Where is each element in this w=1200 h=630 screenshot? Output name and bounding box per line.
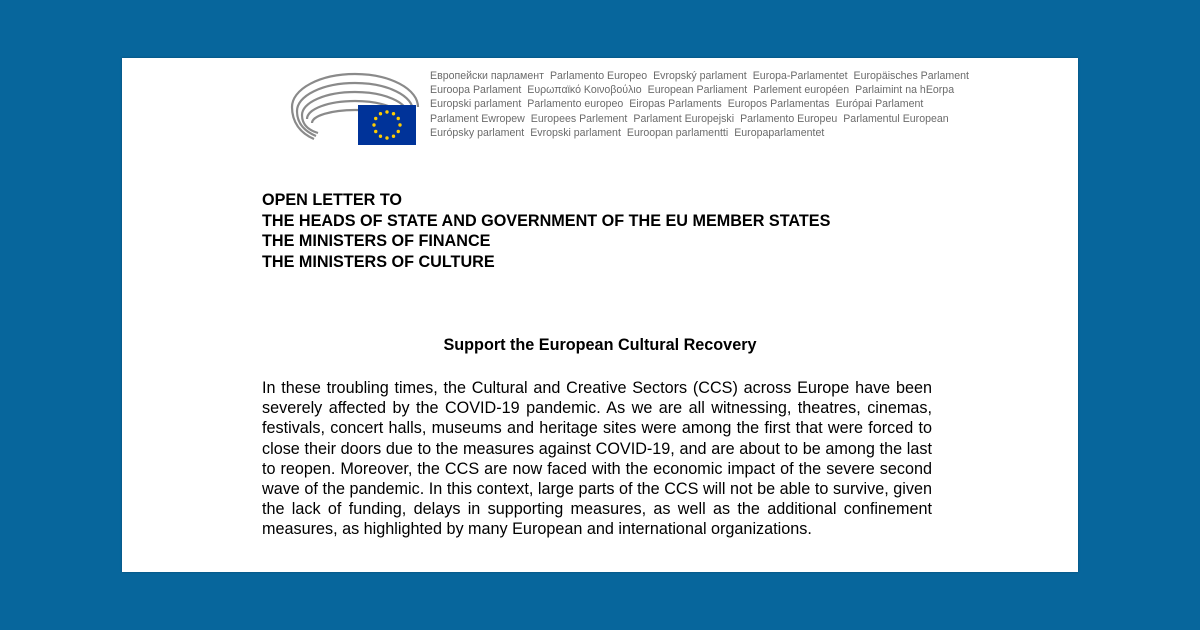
- eu-star-icon: [372, 123, 375, 126]
- institution-names-block: [430, 69, 975, 140]
- institution-name: Európai Parlament: [835, 98, 924, 111]
- institution-name: Euroopa Parlament: [430, 84, 522, 97]
- eu-star-icon: [392, 135, 395, 138]
- institution-name: Parlaimint na hEorpa: [855, 84, 955, 97]
- institution-names-row: [430, 112, 975, 126]
- institution-name: European Parliament: [647, 84, 748, 97]
- european-parliament-logo-icon: [288, 67, 422, 145]
- eu-star-icon: [392, 112, 395, 115]
- addressee-line: THE MINISTERS OF FINANCE: [262, 232, 491, 250]
- institution-name: Europa-Parlamentet: [752, 70, 848, 82]
- letter-paragraph: In these troubling times, the Cultural and Creative Sectors (CCS) across Europe have been severely affected by the COVID-19 pandemic. As we are all witnessing, theatres, cinemas, festivals, concert halls, museums and heritage sites were among the first that were forced to close their doors due to the measures against COVID-19, and are about to be among the last to reopen. Moreover, the CCS are now faced with the economic impact of the severe second wave of the pandemic. In this context, large parts of the CCS will not be able to survive, given the lack of funding, delays in supporting measures, as well as the additional confinement measures, as highlighted by many European and international organizations.: [262, 379, 932, 539]
- eu-star-icon: [397, 117, 400, 120]
- eu-star-icon: [397, 130, 400, 133]
- institution-name: Parlament Europejski: [633, 112, 735, 125]
- institution-name: Parlamento Europeo: [549, 70, 648, 82]
- institution-name: Eiropas Parlaments: [629, 98, 722, 111]
- institution-name: Evropski parlament: [530, 126, 621, 139]
- institution-name: Europäisches Parlament: [853, 70, 969, 82]
- institution-name: Europaparlamentet: [734, 126, 825, 139]
- institution-name: Parlamento Europeu: [740, 112, 838, 125]
- institution-name: Parlamento europeo: [527, 98, 624, 111]
- eu-star-icon: [385, 110, 388, 113]
- institution-name: Europski parlament: [430, 98, 522, 111]
- addressee-line: OPEN LETTER TO: [262, 191, 403, 209]
- institution-names-row: [430, 97, 975, 111]
- institution-name: Европейски парламент: [430, 70, 544, 82]
- institution-names-row: [430, 126, 975, 140]
- institution-name: Parlement européen: [753, 84, 850, 97]
- institution-names-row: [430, 69, 975, 83]
- letter-addressee: [262, 190, 830, 272]
- institution-name: Parlamentul European: [843, 112, 949, 125]
- addressee-line: THE HEADS OF STATE AND GOVERNMENT OF THE EU MEMBER STATES: [262, 211, 831, 230]
- eu-star-icon: [385, 136, 388, 139]
- letter-subject: Support the European Cultural Recovery: [443, 336, 757, 354]
- eu-star-icon: [398, 123, 401, 126]
- addressee-line: THE MINISTERS OF CULTURE: [262, 252, 495, 271]
- eu-star-icon: [379, 135, 382, 138]
- institution-name: Parlament Ewropew: [430, 112, 525, 125]
- institution-name: Európsky parlament: [430, 126, 525, 139]
- institution-name: Evropský parlament: [653, 70, 747, 82]
- institution-name: Euroopan parlamentti: [626, 126, 729, 139]
- institution-names-row: [430, 83, 975, 97]
- eu-star-icon: [374, 117, 377, 120]
- institution-name: Europos Parlamentas: [727, 98, 830, 111]
- eu-star-icon: [379, 112, 382, 115]
- document-page: [122, 58, 1078, 572]
- eu-star-icon: [374, 130, 377, 133]
- institution-name: Europees Parlement: [530, 112, 628, 125]
- institution-name: Ευρωπαϊκό Κοινοβούλιο: [527, 84, 642, 97]
